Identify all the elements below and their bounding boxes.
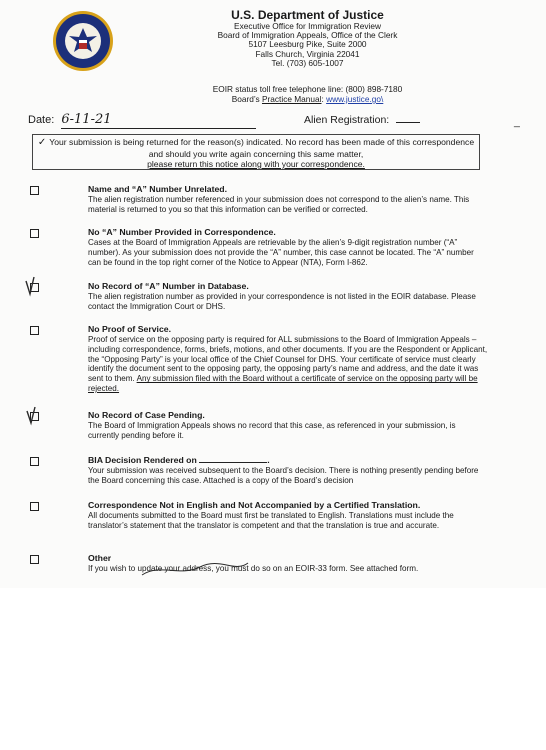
status-block [140,84,475,104]
reason-body: If you wish to update your address, you must do so on an EOIR-33 form. See attached form. [88,564,419,573]
notice-underlined: please return this notice along with your correspondence. [147,159,365,169]
reason-body: All documents submitted to the Board must first be translated to English. Translations must include the translator’s statement that the translator is competent and that the translation is true and accurate. [88,511,454,530]
letterhead-line: Tel. (703) 605-1007 [271,57,344,68]
alien-registration-field [304,114,520,128]
check-mark-icon: ✓ [37,137,47,148]
reason-body: The alien registration number as provided in your correspondence is not listed in the EOIR database. Please contact the Immigration Court or DHS. [88,292,476,311]
reason-title: No Record of “A” Number in Database. [88,281,249,291]
letterhead-line: 5107 Leesburg Pike, Suite 2000 [248,39,367,50]
doj-seal-icon [52,10,114,72]
manual-url-link[interactable]: www.justice.go\ [326,94,384,104]
reason-body-text: Proof of service on the opposing party is required for ALL submissions to the Board of Immigration Appeals – including correspondence, forms, briefs, motions, and other documents. If you are the Respondent or Applicant, the “Opposing Party” is your local office of the Chief Counsel for DHS. Your certificate of service must clearly identify the document sent to the opposing party, the opposing party’s name and address, and the date it was sent to them. [88,335,488,384]
alien-registration-label: Alien Registration: [304,114,390,126]
reason-title: Correspondence Not in English and Not Accompanied by a Certified Translation. [88,500,421,510]
reason-checkbox[interactable] [30,186,39,195]
handwritten-check-icon [25,405,37,427]
handwritten-check-icon [24,275,36,297]
alien-registration-trail: _ [514,116,520,128]
notice-text: Your submission is being returned for the reason(s) indicated. No record has been made of this correspondence and should you write again concerning this same matter, [49,137,475,159]
manual-title: Practice Manual [261,94,322,104]
reason-checkbox[interactable] [30,326,39,335]
letterhead [140,8,475,68]
reason-checkbox[interactable] [30,457,39,466]
reason-body: Your submission was received subsequent to the Board’s decision. There is nothing presently pending before the Board concerning this case. Attached is a copy of the Board’s decision [88,466,479,485]
letterhead-line: Executive Office for Immigration Review [234,21,381,31]
agency-name: U.S. Department of Justice [231,8,384,22]
reason-title-text: BIA Decision Rendered on [88,455,197,465]
reason-title-end: . [267,455,270,465]
reason-checkbox[interactable] [30,229,39,238]
reason-body [88,335,488,394]
decision-date-blank [199,462,267,463]
reason-checkbox[interactable] [30,555,39,564]
reason-body: The Board of Immigration Appeals shows no record that this case, as referenced in your submission, is currently pending before it. [88,421,456,440]
reason-title: No Proof of Service. [88,324,172,334]
reason-body-underlined: Any submission filed with the Board without a certificate of service on the opposing party will be rejected. [88,374,478,393]
reason-title: No Record of Case Pending. [88,410,205,420]
manual-colon: : [321,94,324,104]
manual-prefix: Board’s [231,94,260,104]
reason-body: The alien registration number referenced in your submission does not correspond to the alien’s name. This material is returned to you so that this information can be verified or corrected. [88,195,470,214]
notice-box [32,134,480,170]
reason-title: Other [88,553,112,563]
reason-body: Cases at the Board of Immigration Appeals are retrievable by the alien’s 9-digit registration number (“A” number). As your submission does not provide the “A” number, this case cannot be located. The “A” number can be found in the top right corner of the Notice to Appear (NTA), Form I-862. [88,238,474,267]
pen-scribble [140,559,250,579]
reason-checkbox[interactable] [30,502,39,511]
manual-line [140,94,475,104]
reason-title [88,455,270,465]
date-label: Date: [28,114,55,126]
status-line: EOIR status toll free telephone line: (800) 898-7180 [212,84,403,94]
letterhead-line: Falls Church, Virginia 22041 [255,48,360,59]
letterhead-line: Board of Immigration Appeals, Office of the Clerk [217,30,398,41]
alien-registration-blank [396,122,420,123]
date-value: 6-11-21 [61,112,112,127]
reason-title: Name and “A” Number Unrelated. [88,184,228,194]
date-underline [61,128,256,129]
reason-title: No “A” Number Provided in Correspondence. [88,227,276,237]
blank-area [0,588,546,750]
date-field [28,112,112,127]
